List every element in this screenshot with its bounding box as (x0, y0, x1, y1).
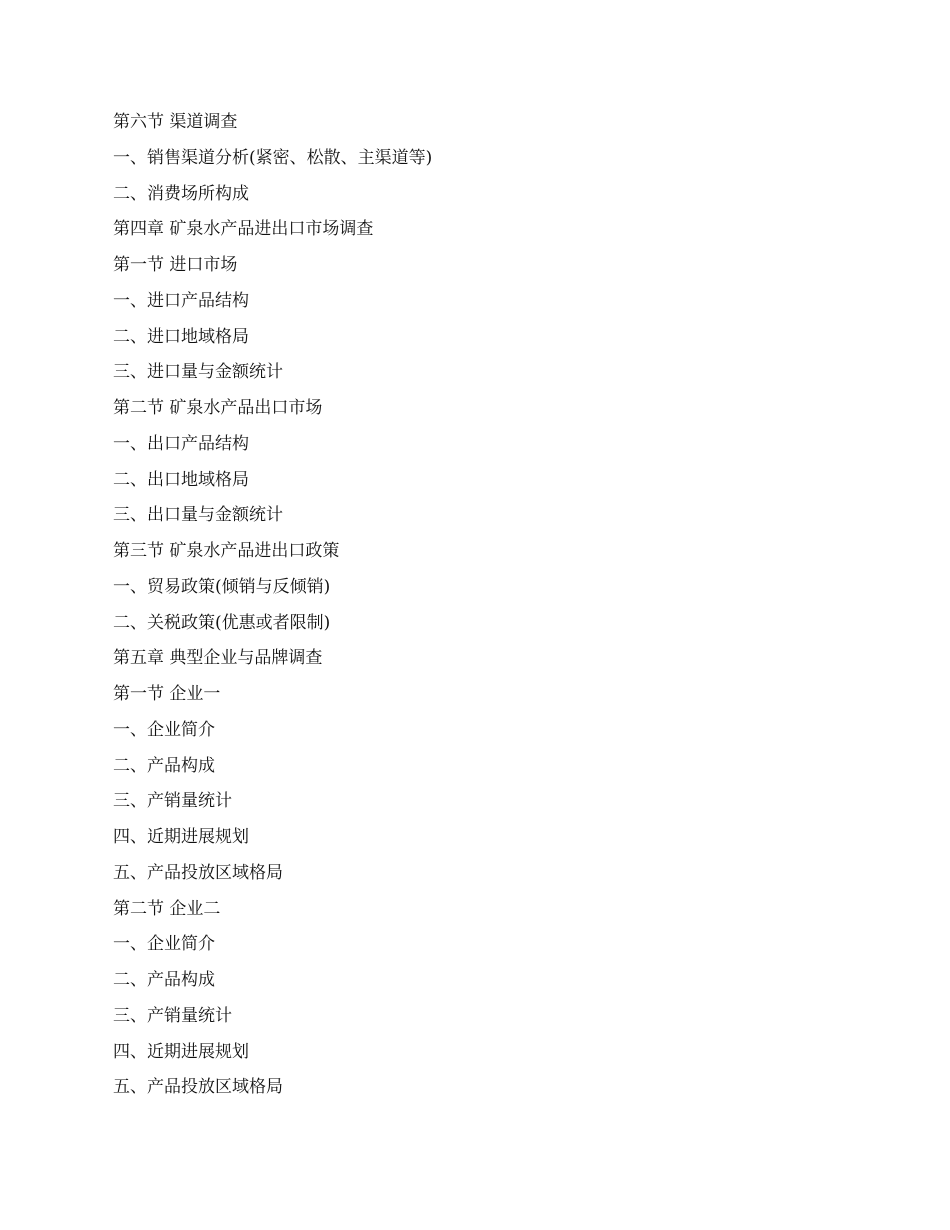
section-heading: 第一节 进口市场 (113, 255, 238, 275)
table-of-contents (113, 105, 432, 1106)
list-item: 四、近期进展规划 (113, 827, 249, 847)
section-heading: 第三节 矿泉水产品进出口政策 (113, 541, 340, 561)
section-heading: 第六节 渠道调查 (113, 112, 238, 132)
list-item: 二、消费场所构成 (113, 183, 249, 204)
list-item: 二、产品构成 (113, 970, 215, 990)
list-item: 一、贸易政策(倾销与反倾销) (113, 576, 331, 597)
list-item: 四、近期进展规划 (113, 1041, 249, 1062)
list-item: 五、产品投放区域格局 (113, 1077, 283, 1098)
list-item: 三、进口量与金额统计 (113, 362, 283, 383)
list-item: 一、进口产品结构 (113, 290, 249, 311)
list-item: 二、关税政策(优惠或者限制) (113, 612, 331, 633)
list-item: 一、销售渠道分析(紧密、松散、主渠道等) (113, 147, 433, 168)
section-heading: 第二节 企业二 (113, 898, 221, 919)
section-heading: 第一节 企业一 (113, 684, 221, 704)
list-item: 二、进口地域格局 (113, 326, 249, 347)
chapter-heading: 第四章 矿泉水产品进出口市场调查 (113, 219, 374, 240)
list-item: 三、产销量统计 (113, 791, 232, 812)
section-heading: 第二节 矿泉水产品出口市场 (113, 398, 323, 418)
list-item: 三、产销量统计 (113, 1005, 232, 1026)
list-item: 三、出口量与金额统计 (113, 505, 283, 526)
list-item: 二、产品构成 (113, 755, 215, 776)
list-item: 一、企业简介 (113, 719, 215, 740)
list-item: 二、出口地域格局 (113, 469, 249, 490)
list-item: 一、出口产品结构 (113, 433, 249, 454)
list-item: 一、企业简介 (113, 934, 215, 955)
list-item: 五、产品投放区域格局 (113, 862, 283, 883)
chapter-heading: 第五章 典型企业与品牌调查 (113, 648, 323, 669)
